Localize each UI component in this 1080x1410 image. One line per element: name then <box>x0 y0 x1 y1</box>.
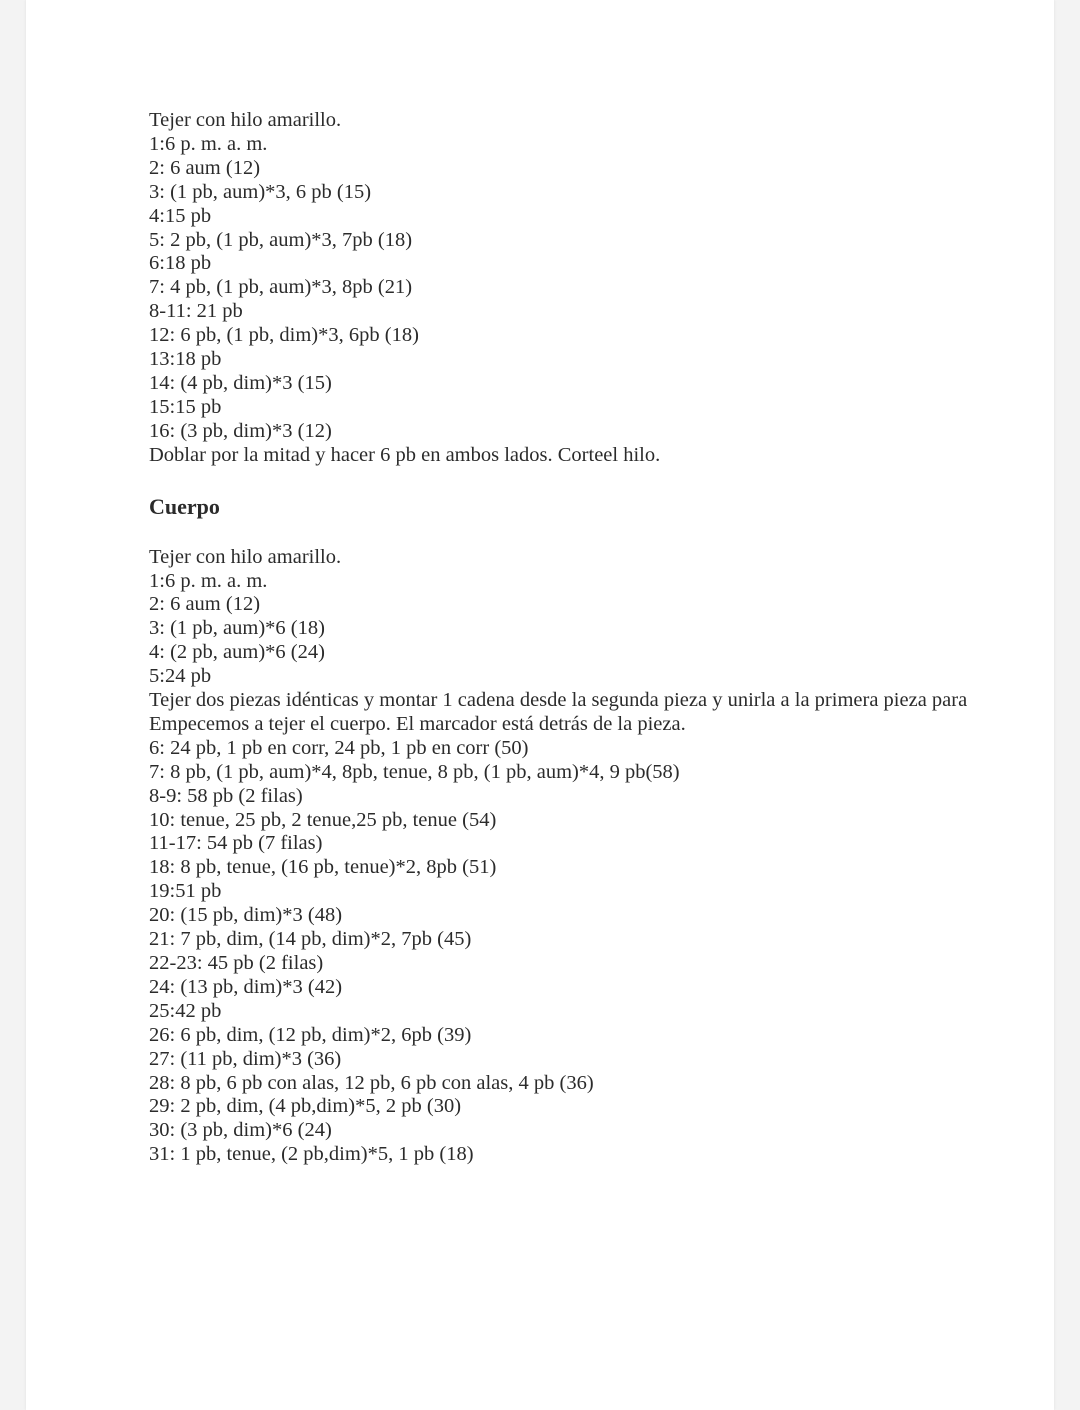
instruction-line: 6:18 pb <box>149 252 212 275</box>
instruction-line: 12: 6 pb, (1 pb, dim)*3, 6pb (18) <box>149 324 419 347</box>
document-page <box>26 0 1054 1410</box>
section-title: Cuerpo <box>149 493 220 519</box>
instruction-line: 1:6 p. m. a. m. <box>149 569 268 592</box>
instruction-line: 30: (3 pb, dim)*6 (24) <box>149 1119 332 1142</box>
instruction-line: 14: (4 pb, dim)*3 (15) <box>149 371 332 394</box>
instruction-line: 1:6 p. m. a. m. <box>149 132 268 155</box>
intro-instructions <box>149 109 1029 468</box>
instruction-line: 25:42 pb <box>149 999 222 1022</box>
instruction-line: 6: 24 pb, 1 pb en corr, 24 pb, 1 pb en corr (50) <box>149 736 529 759</box>
instruction-line: 27: (11 pb, dim)*3 (36) <box>149 1047 342 1070</box>
instruction-line: 29: 2 pb, dim, (4 pb,dim)*5, 2 pb (30) <box>149 1095 462 1118</box>
instruction-line: Tejer con hilo amarillo. <box>149 545 342 568</box>
instruction-line: 7: 4 pb, (1 pb, aum)*3, 8pb (21) <box>149 276 413 299</box>
instruction-line: 24: (13 pb, dim)*3 (42) <box>149 975 343 998</box>
instruction-line: 11-17: 54 pb (7 filas) <box>149 832 323 855</box>
body-instructions <box>149 546 1029 1168</box>
instruction-line: 5: 2 pb, (1 pb, aum)*3, 7pb (18) <box>149 228 413 251</box>
instruction-line: 13:18 pb <box>149 348 222 371</box>
instruction-line: 15:15 pb <box>149 395 222 418</box>
instruction-line: 2: 6 aum (12) <box>149 593 261 616</box>
instruction-line: 19:51 pb <box>149 880 222 903</box>
instruction-line: 26: 6 pb, dim, (12 pb, dim)*2, 6pb (39) <box>149 1023 472 1046</box>
instruction-line: 28: 8 pb, 6 pb con alas, 12 pb, 6 pb con alas, 4 pb (36) <box>149 1071 594 1094</box>
instruction-line: Tejer dos piezas idénticas y montar 1 cadena desde la segunda pieza y unirla a la primera pieza para <box>149 689 968 712</box>
instruction-line: 10: tenue, 25 pb, 2 tenue,25 pb, tenue (54) <box>149 808 497 831</box>
instruction-line: 3: (1 pb, aum)*6 (18) <box>149 617 325 640</box>
instruction-line: 4:15 pb <box>149 204 212 227</box>
instruction-line: 8-11: 21 pb <box>149 300 243 323</box>
document-content <box>149 109 1029 1167</box>
instruction-line: 3: (1 pb, aum)*3, 6 pb (15) <box>149 180 372 203</box>
instruction-line: 2: 6 aum (12) <box>149 156 261 179</box>
instruction-line: 16: (3 pb, dim)*3 (12) <box>149 419 332 442</box>
instruction-line: 20: (15 pb, dim)*3 (48) <box>149 904 343 927</box>
instruction-line: 31: 1 pb, tenue, (2 pb,dim)*5, 1 pb (18) <box>149 1143 474 1166</box>
instruction-line: Tejer con hilo amarillo. <box>149 109 342 131</box>
instruction-line: 4: (2 pb, aum)*6 (24) <box>149 641 325 664</box>
instruction-line: 21: 7 pb, dim, (14 pb, dim)*2, 7pb (45) <box>149 928 472 951</box>
instruction-line: 8-9: 58 pb (2 filas) <box>149 784 303 807</box>
instruction-line: Empecemos a tejer el cuerpo. El marcador está detrás de la pieza. <box>149 712 686 735</box>
instruction-line: 22-23: 45 pb (2 filas) <box>149 952 324 974</box>
instruction-line: 5:24 pb <box>149 665 212 688</box>
instruction-line: 18: 8 pb, tenue, (16 pb, tenue)*2, 8pb (51) <box>149 856 497 879</box>
instruction-line: Doblar por la mitad y hacer 6 pb en ambos lados. Corteel hilo. <box>149 443 661 466</box>
instruction-line: 7: 8 pb, (1 pb, aum)*4, 8pb, tenue, 8 pb, (1 pb, aum)*4, 9 pb(58) <box>149 760 680 783</box>
